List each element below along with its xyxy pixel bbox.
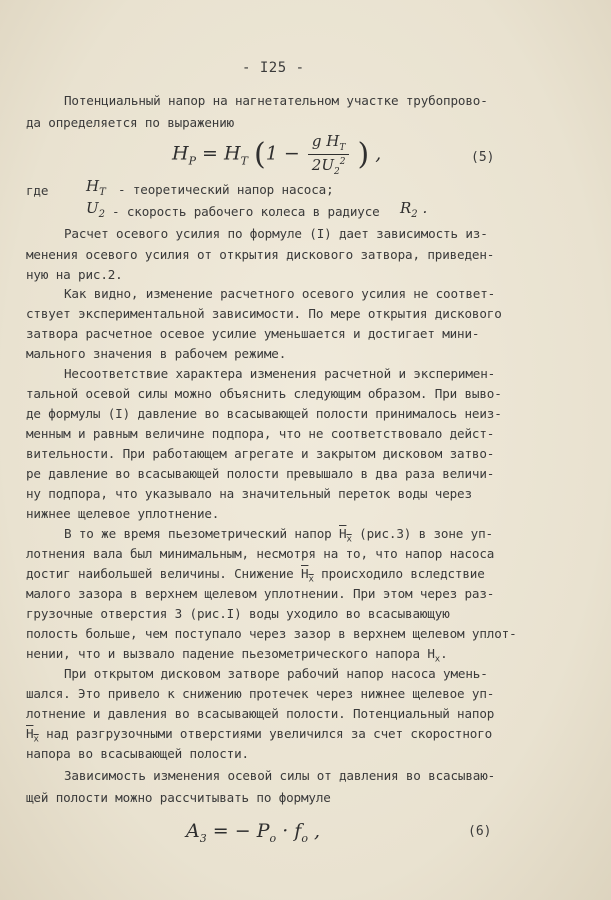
text-line: малого зазора в верхнем щелевом уплотнении. При этом через раз-	[26, 586, 495, 601]
symbol-hx: $H_x$	[339, 526, 352, 545]
equation-number-6: (6)	[468, 824, 492, 839]
text-line: ре давление во всасывающей полости превышало в два раза величи-	[26, 466, 495, 481]
text-line: лотнения вала был минимальным, несмотря на то, что напор насоса	[26, 546, 495, 561]
text-line: ну подпора, что указывало на значительный переток воды через	[26, 486, 472, 501]
symbol-hx: $H_x$	[427, 646, 441, 665]
text-line: ствует экспериментальной зависимости. По мере открытия дискового	[26, 306, 502, 321]
formula-5-fraction: $\frac{g H_T}{2U_2^2}$	[308, 132, 350, 177]
text-line: достиг наибольшей величины. Снижение $H_x$ происходило вследствие	[26, 566, 485, 585]
text-line: вительности. При работающем агрегате и закрытом дисковом затво-	[26, 446, 495, 461]
symbol-hx: $H_x$	[26, 726, 39, 745]
symbol-r2: $R_2$ .	[400, 199, 428, 220]
equation-number-5: (5)	[471, 150, 495, 165]
text-line: щей полости можно рассчитывать по формуле	[26, 790, 331, 805]
text-line: тальной осевой силы можно объяснить следующим образом. При выво-	[26, 386, 502, 401]
text-line: де формулы (I) давление во всасывающей полости принималось неиз-	[26, 406, 502, 421]
text-line: грузочные отверстия 3 (рис.I) воды уходило во всасывающую	[26, 606, 450, 621]
text-line: Расчет осевого усилия по формуле (I) дает зависимость из-	[64, 226, 488, 241]
definition-u2: - скорость рабочего колеса в радиусе	[112, 204, 380, 219]
text-line: Потенциальный напор на нагнетательном участке трубопрово-	[64, 93, 488, 108]
text-line: мального значения в рабочем режиме.	[26, 346, 287, 361]
definition-ht: - теоретический напор насоса;	[118, 182, 334, 197]
text-line: нижнее щелевое уплотнение.	[26, 506, 220, 521]
text-line: Зависимость изменения осевой силы от давления во всасываю-	[64, 768, 496, 783]
text-line: полость больше, чем поступало через зазор в верхнем щелевом уплот-	[26, 626, 517, 641]
text-line: менным и равным величине подпора, что не соответствовало дейст-	[26, 426, 495, 441]
text-line: При открытом дисковом затворе рабочий напор насоса умень-	[64, 666, 488, 681]
text-line: лотнение и давления во всасывающей полости. Потенциальный напор	[26, 706, 495, 721]
text-line: затвора расчетное осевое усилие уменьшается и достигает мини-	[26, 326, 480, 341]
text-line: Как видно, изменение расчетного осевого усилия не соответ-	[64, 286, 496, 301]
page-number: - I25 -	[242, 60, 305, 76]
text-line: В то же время пьезометрический напор $H_x$ (рис.3) в зоне уп-	[64, 526, 493, 545]
text-line: ную на рис.2.	[26, 267, 123, 282]
symbol-hx: $H_x$	[301, 566, 314, 585]
where-label: где	[26, 183, 49, 198]
symbol-u2: $U_2$	[86, 199, 106, 220]
text-line: нении, что и вызвало падение пьезометрического напора $H_x$.	[26, 646, 448, 665]
text-line: менения осевого усилия от открытия дискового затвора, приведен-	[26, 247, 495, 262]
text-line: $H_x$ над разгрузочными отверстиями увеличился за счет скоростного	[26, 726, 493, 745]
formula-5: $H_P = H_T$ (1 − $\frac{g H_T}{2U_2^2}$ ) ,	[172, 132, 382, 177]
formula-6: $A_3$ = − $P_o \cdot f_o$ ,	[186, 820, 321, 845]
text-line: напора во всасывающей полости.	[26, 746, 249, 761]
text-line: да определяется по выражению	[26, 115, 235, 130]
text-line: Несоответствие характера изменения расчетной и эксперимен-	[64, 366, 496, 381]
symbol-ht: $H_T$	[86, 177, 106, 198]
text-line: шался. Это привело к снижению протечек через нижнее щелевое уп-	[26, 686, 495, 701]
